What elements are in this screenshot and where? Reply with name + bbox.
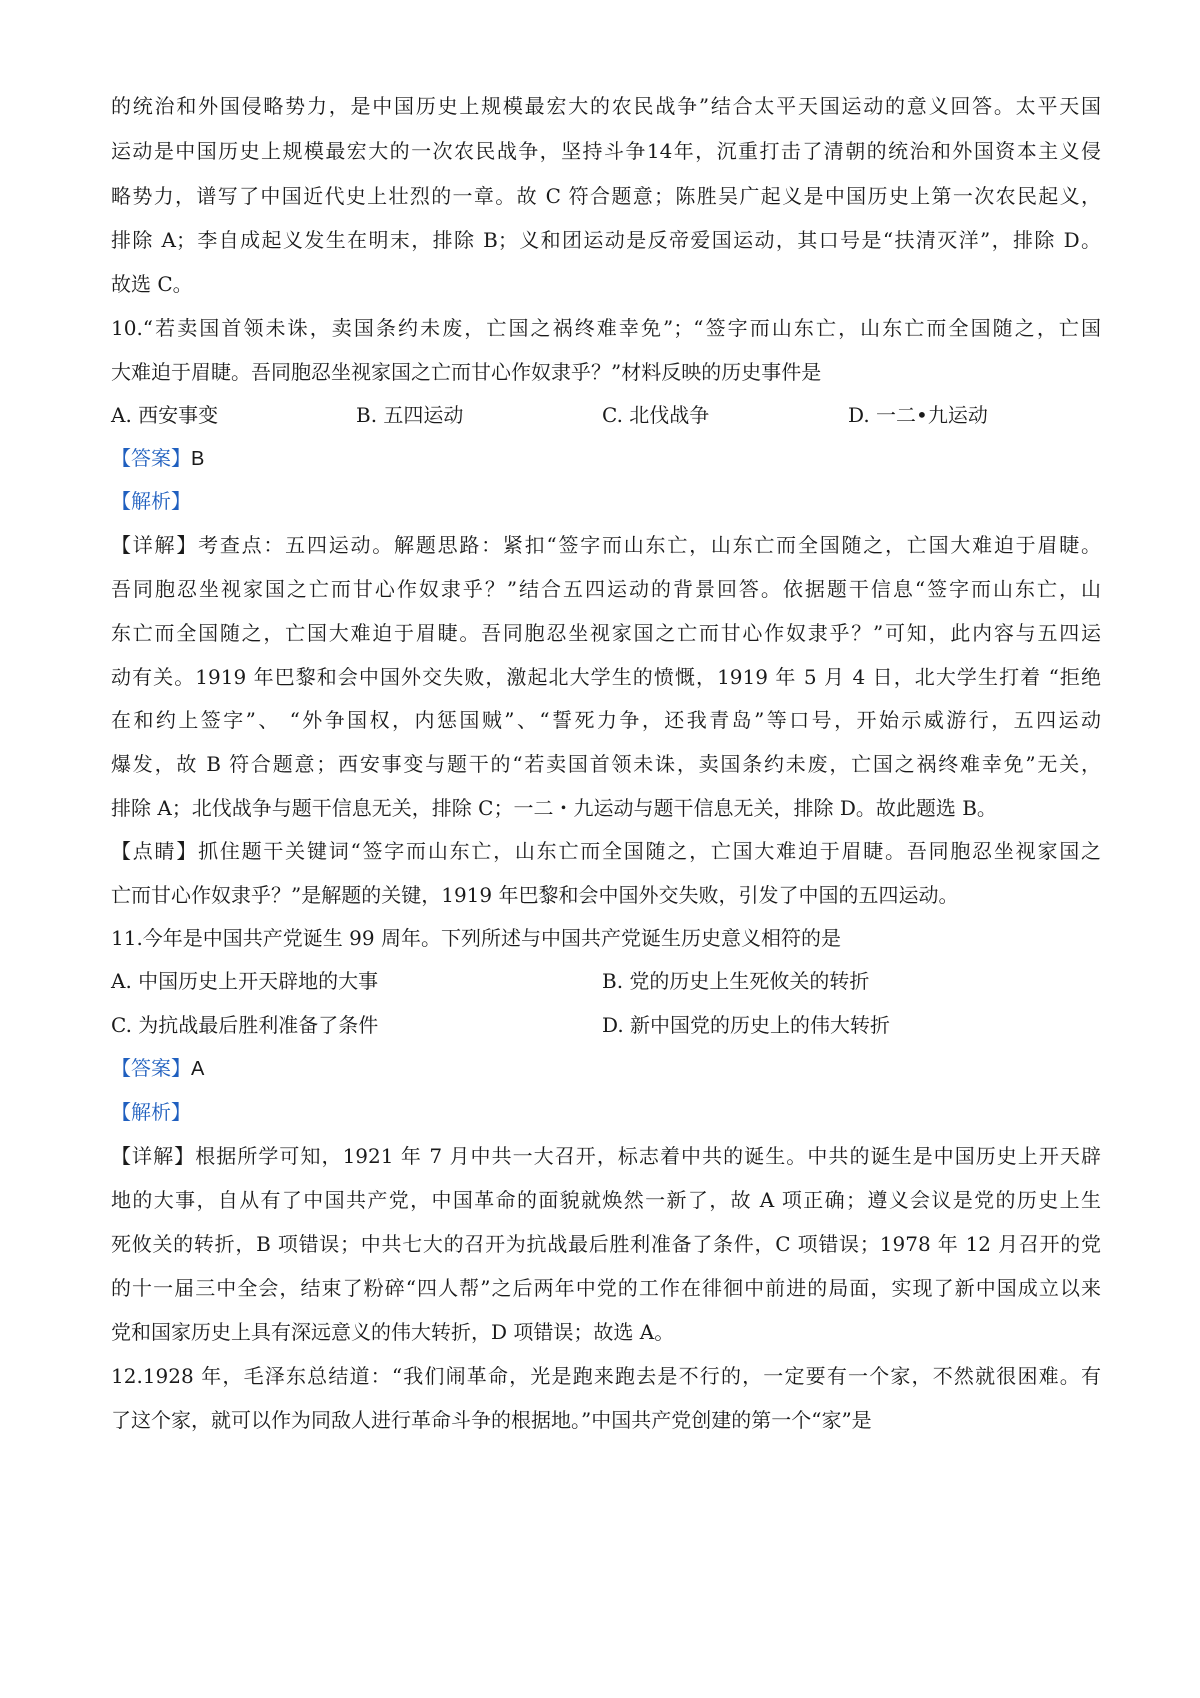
paragraph-line: 故选 C。 [111,272,193,296]
paragraph-line: 运动是中国历史上规模最宏大的一次农民战争，坚持斗争14年，沉重打击了清朝的统治和外国资本主义侵 [111,139,1101,163]
paragraph-line: 略势力，谱写了中国近代史上壮烈的一章。故 C 符合题意；陈胜吴广起义是中国历史上第一次农民起义， [111,184,1101,208]
q11-detail-line: 死攸关的转折，B 项错误；中共七大的召开为抗战最后胜利准备了条件，C 项错误；1978 年 12 月召开的党 [111,1232,1101,1256]
q10-option-b: B. 五四运动 [356,403,464,427]
q10-detail-line: 动有关。1919 年巴黎和会中国外交失败，激起北大学生的愤慨，1919 年 5 月 4 日，北大学生打着 “拒绝 [111,665,1101,689]
question-10-stem: 大难迫于眉睫。吾同胞忍坐视家国之亡而甘心作奴隶乎？”材料反映的历史事件是 [111,360,822,384]
q10-detail-line [111,530,1101,560]
q10-detail-line: 爆发，故 B 符合题意；西安事变与题干的“若卖国首领未诛，卖国条约未废，亡国之祸终难幸免”无关， [111,752,1101,776]
q11-option-c: C. 为抗战最后胜利准备了条件 [111,1013,379,1037]
answer-tag: 【答案】 [111,1056,191,1080]
detail-text: 考查点：五四运动。解题思路：紧扣“签字而山东亡，山东亡而全国随之，亡国大难迫于眉睫。 [198,533,1101,557]
q10-option-a: A. 西安事变 [111,403,219,427]
question-12-stem: 12.1928 年，毛泽东总结道：“我们闹革命，光是跑来跑去是不行的，一定要有一个家，不然就很困难。有 [111,1364,1101,1388]
answer-tag: 【答案】 [111,446,191,470]
q10-option-d: D. 一二•九运动 [848,403,988,427]
tip-tag: 【点睛】 [111,839,199,863]
q10-tip-line [111,836,1101,866]
q11-detail-line [111,1141,1101,1171]
question-11-stem: 11.今年是中国共产党诞生 99 周年。下列所述与中国共产党诞生历史意义相符的是 [111,926,841,950]
answer-value: A [191,1058,205,1080]
question-10-stem: 10.“若卖国首领未诛，卖国条约未废，亡国之祸终难幸免”；“签字而山东亡，山东亡而全国随之，亡国 [111,316,1101,340]
tip-text: 抓住题干关键词“签字而山东亡，山东亡而全国随之，亡国大难迫于眉睫。吾同胞忍坐视家国之 [198,839,1101,863]
q10-detail-line: 排除 A；北伐战争与题干信息无关，排除 C；一二・九运动与题干信息无关，排除 D。故此题选 B。 [111,796,997,820]
q10-detail-line: 在和约上签字”、 “外争国权，内惩国贼”、“誓死力争，还我青岛”等口号，开始示威游行，五四运动 [111,708,1101,732]
q11-detail-line: 的十一届三中全会，结束了粉碎“四人帮”之后两年中党的工作在徘徊中前进的局面，实现了新中国成立以来 [111,1276,1101,1300]
q10-option-c: C. 北伐战争 [602,403,710,427]
q10-answer [111,443,1101,474]
detail-text: 根据所学可知，1921 年 7 月中共一大召开，标志着中共的诞生。中共的诞生是中国历史上开天辟 [195,1144,1102,1168]
q11-analysis-tag [111,1097,1101,1127]
detail-tag: 【详解】 [111,533,199,557]
q10-detail-line: 东亡而全国随之，亡国大难迫于眉睫。吾同胞忍坐视家国之亡而甘心作奴隶乎？”可知，此内容与五四运 [111,621,1101,645]
analysis-tag: 【解析】 [111,489,191,513]
answer-value: B [191,448,205,470]
paragraph-line: 排除 A；李自成起义发生在明末，排除 B；义和团运动是反帝爱国运动，其口号是“扶清灭洋”，排除 D。 [111,228,1101,252]
q11-option-a: A. 中国历史上开天辟地的大事 [111,969,379,993]
q11-detail-line: 地的大事，自从有了中国共产党，中国革命的面貌就焕然一新了，故 A 项正确；遵义会议是党的历史上生 [111,1188,1101,1212]
q11-answer [111,1053,1101,1084]
q11-option-d: D. 新中国党的历史上的伟大转折 [602,1013,891,1037]
paragraph-line: 的统治和外国侵略势力，是中国历史上规模最宏大的农民战争”结合太平天国运动的意义回答。太平天国 [111,94,1101,118]
q10-tip-line: 亡而甘心作奴隶乎？”是解题的关键，1919 年巴黎和会中国外交失败，引发了中国的五四运动。 [111,883,959,907]
q10-analysis-tag [111,486,1101,516]
q10-detail-line: 吾同胞忍坐视家国之亡而甘心作奴隶乎？”结合五四运动的背景回答。依据题干信息“签字而山东亡，山 [111,577,1101,601]
detail-tag: 【详解】 [111,1144,196,1168]
analysis-tag: 【解析】 [111,1100,191,1124]
q11-option-b: B. 党的历史上生死攸关的转折 [602,969,870,993]
q11-detail-line: 党和国家历史上具有深远意义的伟大转折，D 项错误；故选 A。 [111,1320,675,1344]
question-12-stem: 了这个家，就可以作为同敌人进行革命斗争的根据地。”中国共产党创建的第一个“家”是 [111,1408,872,1432]
